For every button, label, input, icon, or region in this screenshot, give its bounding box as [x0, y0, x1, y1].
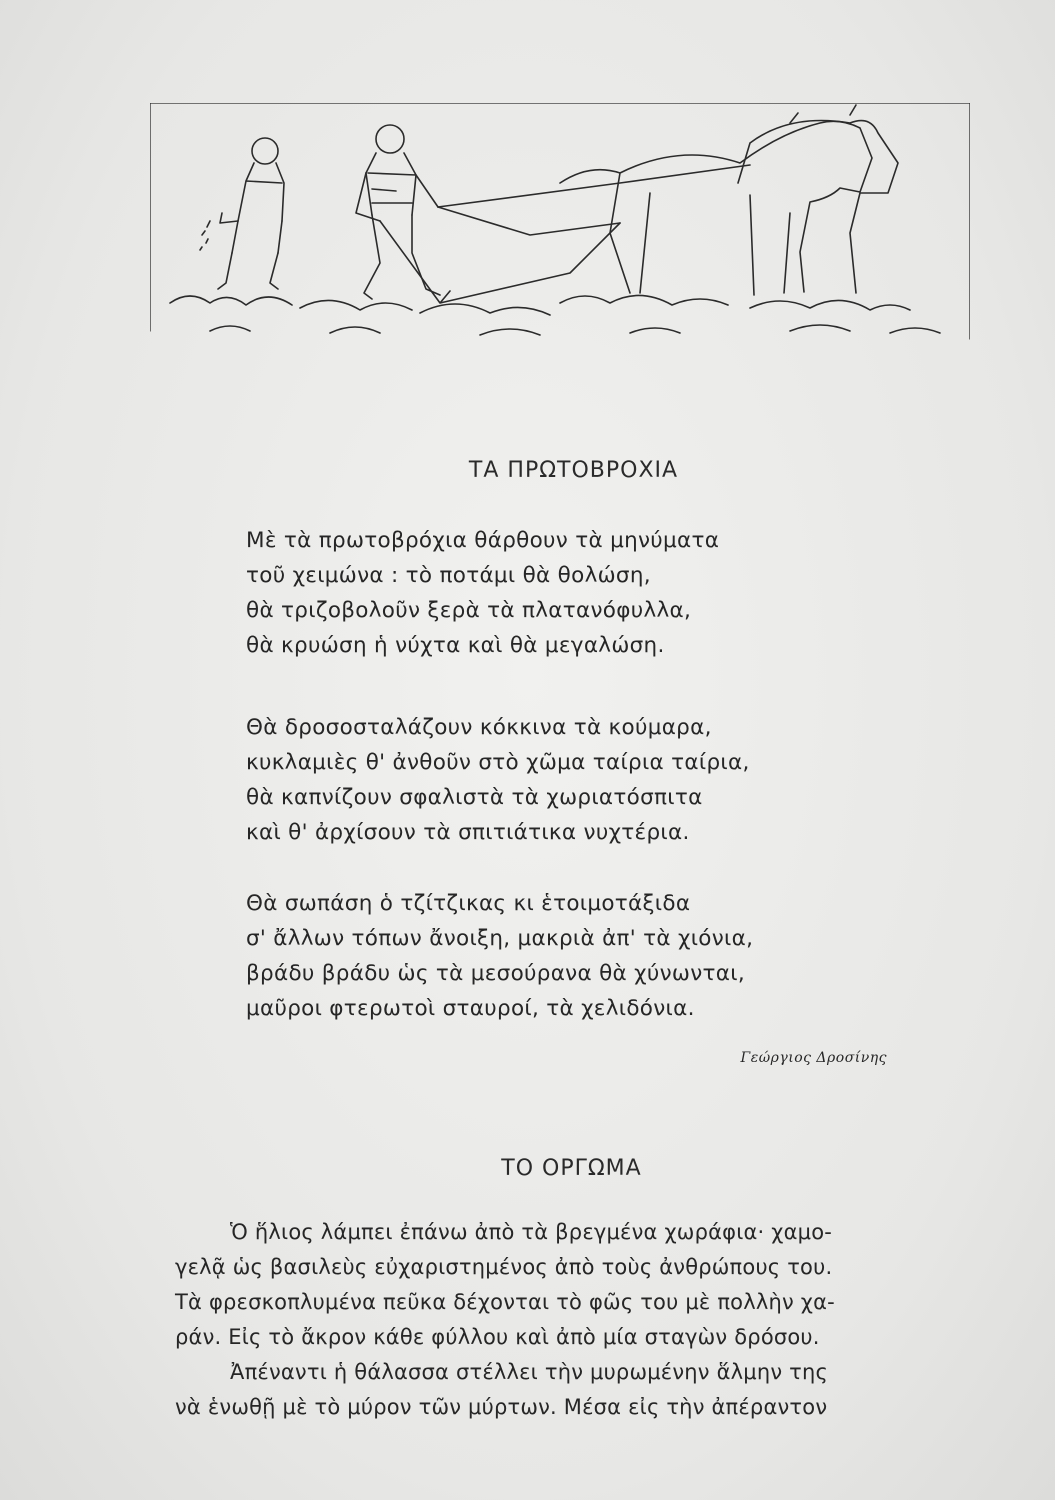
poem-author: Γεώργιος Δροσίνης: [740, 1050, 887, 1066]
prose-line: Ὁ ἥλιος λάμπει ἐπάνω ἀπὸ τὰ βρεγμένα χωράφια· χαμο-: [230, 1220, 833, 1244]
prose-line: ράν. Εἰς τὸ ἄκρον κάθε φύλλου καὶ ἀπὸ μία σταγὼν δρόσου.: [175, 1325, 820, 1349]
plowing-scene-illustration: [150, 103, 970, 343]
poem-line: σ' ἄλλων τόπων ἄνοιξη, μακριὰ ἀπ' τὰ χιόνια,: [246, 926, 754, 951]
poem-stanza: [246, 523, 719, 663]
prose-line: γελᾷ ὡς βασιλεὺς εὐχαριστημένος ἀπὸ τοὺς ἀνθρώπους του.: [175, 1255, 833, 1279]
poem-line: θὰ καπνίζουν σφαλιστὰ τὰ χωριατόσπιτα: [246, 785, 703, 810]
poem-line: θὰ τριζοβολοῦν ξερὰ τὰ πλατανόφυλλα,: [246, 598, 692, 623]
poem-line: κυκλαμιὲς θ' ἀνθοῦν στὸ χῶμα ταίρια ταίρια,: [246, 750, 750, 775]
poem-line: καὶ θ' ἀρχίσουν τὰ σπιτιάτικα νυχτέρια.: [246, 820, 690, 845]
plowing-scene-icon: [150, 103, 970, 343]
prose-text: [175, 1215, 1023, 1425]
poem-line: μαῦροι φτερωτοὶ σταυροί, τὰ χελιδόνια.: [246, 996, 695, 1021]
poem-stanza: [246, 886, 753, 1026]
poem-line: Θὰ σωπάση ὁ τζίτζικας κι ἑτοιμοτάξιδα: [246, 891, 691, 916]
prose-line: Ἀπέναντι ἡ θάλασσα στέλλει τὴν μυρωμένην ἅλμην της: [230, 1360, 829, 1384]
poem-line: Θὰ δροσοσταλάζουν κόκκινα τὰ κούμαρα,: [246, 715, 712, 740]
prose-line: Τὰ φρεσκοπλυμένα πεῦκα δέχονται τὸ φῶς του μὲ πολλὴν χα-: [175, 1290, 835, 1314]
poem-line: τοῦ χειμώνα : τὸ ποτάμι θὰ θολώση,: [246, 563, 651, 588]
poem-line: Μὲ τὰ πρωτοβρόχια θάρθουν τὰ μηνύματα: [246, 528, 720, 553]
poem-stanza: [246, 710, 750, 850]
poem-line: θὰ κρυώση ἡ νύχτα καὶ θὰ μεγαλώση.: [246, 633, 665, 658]
poem-title: ΤΑ ΠΡΩΤΟΒΡΟΧΙΑ: [468, 458, 679, 483]
prose-line: νὰ ἑνωθῇ μὲ τὸ μύρον τῶν μύρτων. Μέσα εἰς τὴν ἀπέραντον: [175, 1395, 828, 1419]
prose-title: ΤΟ ΟΡΓΩΜΑ: [501, 1156, 642, 1181]
poem-line: βράδυ βράδυ ὡς τὰ μεσούρανα θὰ χύνωνται,: [246, 961, 745, 986]
